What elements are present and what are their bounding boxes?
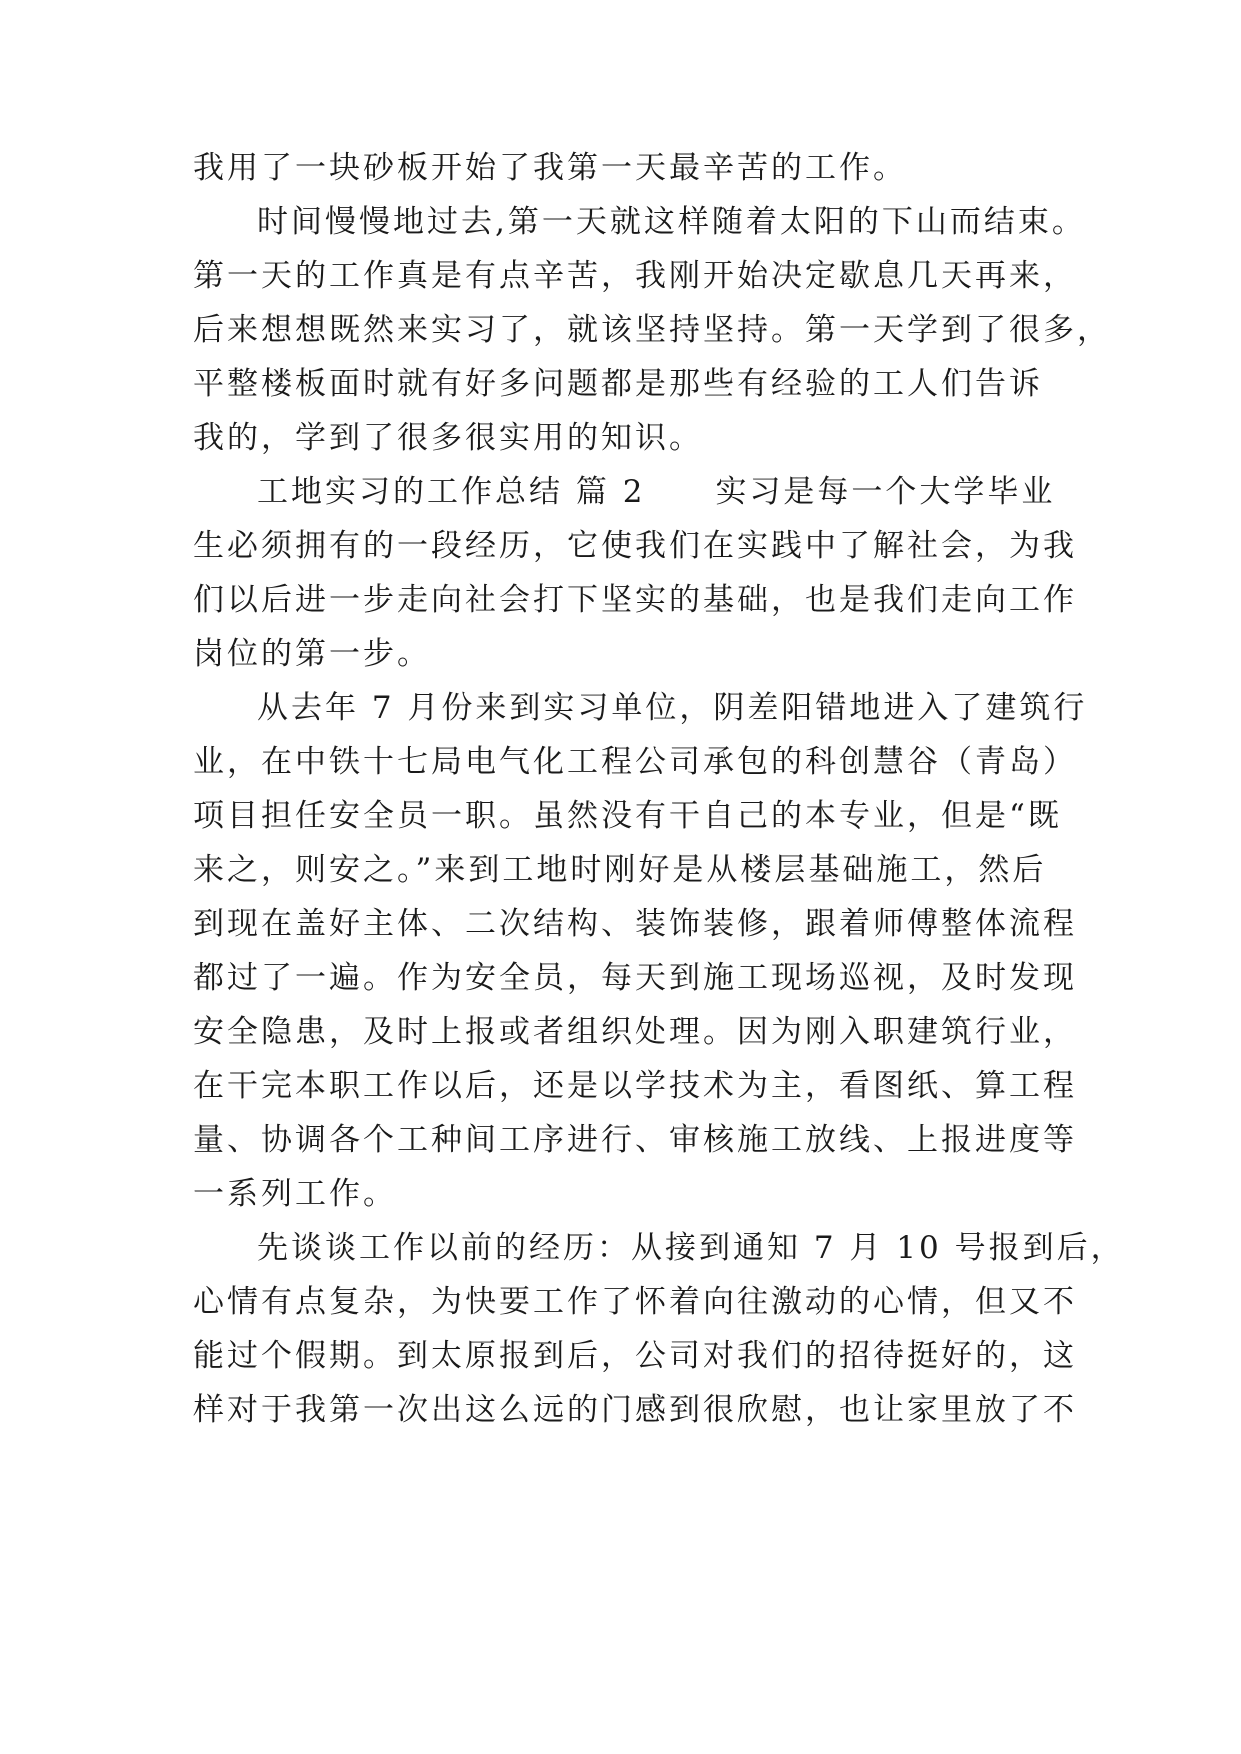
text-line-9: 们以后进一步走向社会打下坚实的基础，也是我们走向工作 (193, 582, 1077, 618)
text-line-18: 在干完本职工作以后，还是以学技术为主，看图纸、算工程 (193, 1068, 1077, 1104)
section-heading: 工地实习的工作总结 篇 2 (257, 474, 646, 510)
text-line-21: 先谈谈工作以前的经历：从接到通知 7 月 10 号报到后， (257, 1230, 1125, 1266)
text-line-5: 平整楼板面时就有好多问题都是那些有经验的工人们告诉 (193, 366, 1043, 402)
text-line-19: 量、协调各个工种间工序进行、审核施工放线、上报进度等 (193, 1122, 1077, 1158)
text-line-4: 后来想想既然来实习了，就该坚持坚持。第一天学到了很多， (193, 312, 1111, 348)
text-line-6: 我的，学到了很多很实用的知识。 (193, 420, 703, 456)
text-line-10: 岗位的第一步。 (193, 636, 431, 672)
text-line-17: 安全隐患，及时上报或者组织处理。因为刚入职建筑行业， (193, 1014, 1077, 1050)
text-line-8: 生必须拥有的一段经历，它使我们在实践中了解社会，为我 (193, 528, 1077, 564)
section-first-text: 实习是每一个大学毕业 (715, 474, 1056, 510)
text-line-13: 项目担任安全员一职。虽然没有干自己的本专业，但是“既 (193, 798, 1062, 834)
text-line-23: 能过个假期。到太原报到后，公司对我们的招待挺好的，这 (193, 1338, 1077, 1374)
text-line-2: 时间慢慢地过去,第一天就这样随着太阳的下山而结束。 (257, 204, 1086, 240)
text-line-20: 一系列工作。 (193, 1176, 397, 1212)
text-line-1: 我用了一块砂板开始了我第一天最辛苦的工作。 (193, 150, 907, 186)
text-line-14: 来之，则安之。”来到工地时刚好是从楼层基础施工，然后 (193, 852, 1047, 888)
text-line-3: 第一天的工作真是有点辛苦，我刚开始决定歇息几天再来， (193, 258, 1077, 294)
text-line-16: 都过了一遍。作为安全员，每天到施工现场巡视，及时发现 (193, 960, 1077, 996)
text-line-12: 业，在中铁十七局电气化工程公司承包的科创慧谷（青岛） (193, 744, 1077, 780)
text-line-15: 到现在盖好主体、二次结构、装饰装修，跟着师傅整体流程 (193, 906, 1077, 942)
text-line-24: 样对于我第一次出这么远的门感到很欣慰，也让家里放了不 (193, 1392, 1077, 1428)
text-line-22: 心情有点复杂，为快要工作了怀着向往激动的心情，但又不 (193, 1284, 1077, 1320)
section-heading-line (257, 472, 1056, 512)
text-line-11: 从去年 7 月份来到实习单位，阴差阳错地进入了建筑行 (257, 690, 1088, 726)
